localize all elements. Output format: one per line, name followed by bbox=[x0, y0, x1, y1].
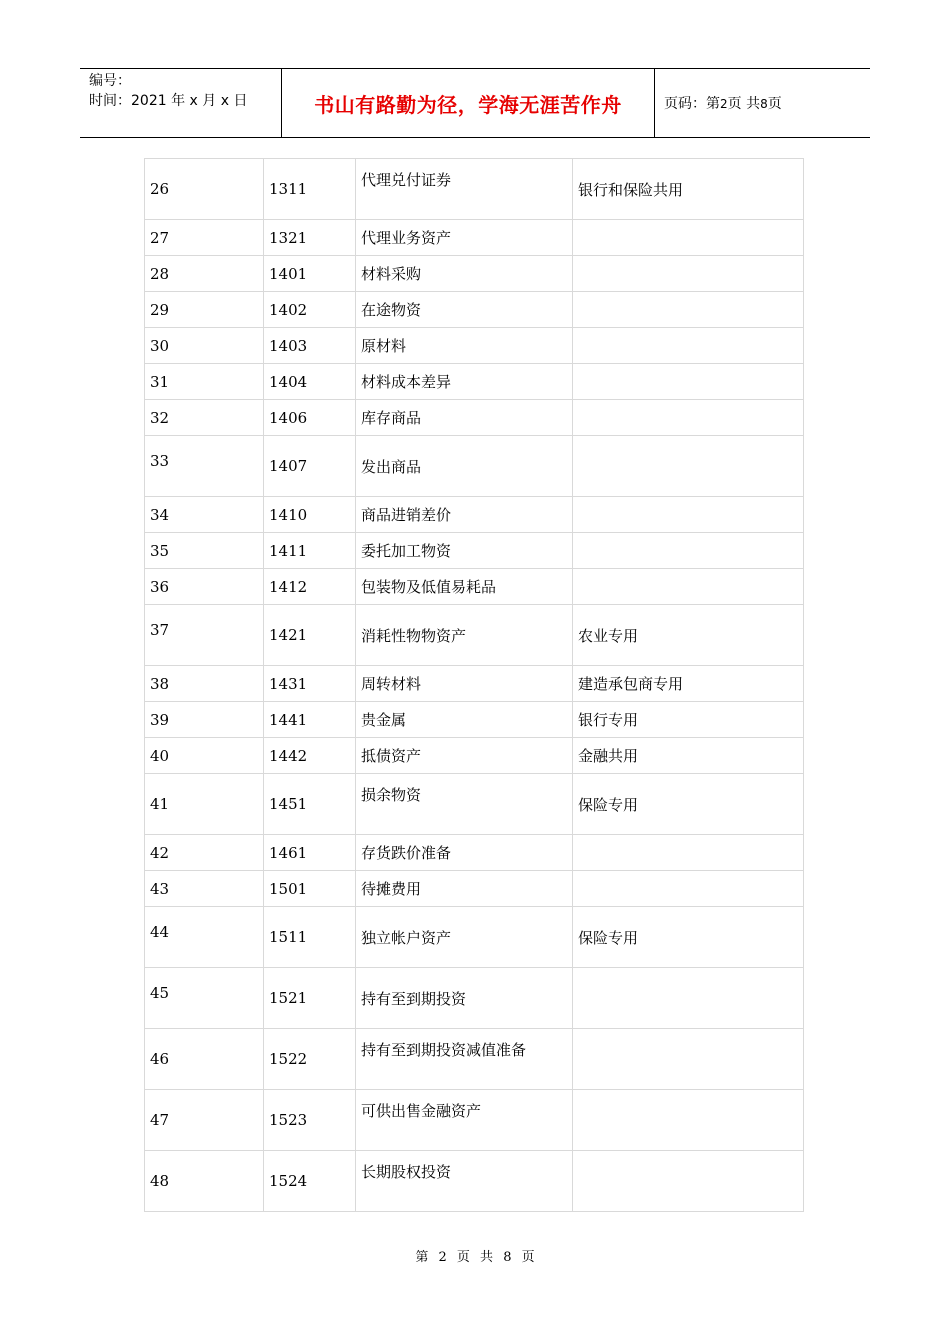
account-name: 材料采购 bbox=[356, 256, 573, 292]
account-note: 银行专用 bbox=[573, 702, 804, 738]
account-note bbox=[573, 1029, 804, 1090]
table-row bbox=[145, 328, 804, 364]
account-name: 消耗性物物资产 bbox=[356, 605, 573, 666]
footer-prefix: 第 bbox=[415, 1250, 429, 1265]
footer-suffix: 页 bbox=[521, 1250, 535, 1265]
account-note bbox=[573, 220, 804, 256]
account-name: 材料成本差异 bbox=[356, 364, 573, 400]
table-row bbox=[145, 1090, 804, 1151]
table-row bbox=[145, 871, 804, 907]
account-code: 1412 bbox=[264, 569, 356, 605]
account-note bbox=[573, 1151, 804, 1212]
account-name: 可供出售金融资产 bbox=[356, 1090, 573, 1151]
account-code: 1524 bbox=[264, 1151, 356, 1212]
account-name: 委托加工物资 bbox=[356, 533, 573, 569]
account-code: 1431 bbox=[264, 666, 356, 702]
account-code: 1404 bbox=[264, 364, 356, 400]
account-name: 持有至到期投资 bbox=[356, 968, 573, 1029]
row-number: 45 bbox=[145, 968, 264, 1029]
number-label: 编号： bbox=[89, 73, 131, 89]
account-name: 周转材料 bbox=[356, 666, 573, 702]
table-row bbox=[145, 292, 804, 328]
account-name: 包装物及低值易耗品 bbox=[356, 569, 573, 605]
page-suffix: 页 bbox=[767, 96, 782, 112]
account-code: 1401 bbox=[264, 256, 356, 292]
account-code: 1451 bbox=[264, 774, 356, 835]
row-number: 44 bbox=[145, 907, 264, 968]
account-code: 1311 bbox=[264, 159, 356, 220]
account-code: 1407 bbox=[264, 436, 356, 497]
account-note: 建造承包商专用 bbox=[573, 666, 804, 702]
table-row bbox=[145, 605, 804, 666]
table-row bbox=[145, 907, 804, 968]
account-note: 银行和保险共用 bbox=[573, 159, 804, 220]
account-note bbox=[573, 835, 804, 871]
row-number: 47 bbox=[145, 1090, 264, 1151]
account-code: 1522 bbox=[264, 1029, 356, 1090]
account-name: 持有至到期投资减值准备 bbox=[356, 1029, 573, 1090]
footer-mid: 页 共 bbox=[456, 1250, 494, 1265]
table-row bbox=[145, 774, 804, 835]
row-number: 41 bbox=[145, 774, 264, 835]
table-row bbox=[145, 497, 804, 533]
account-name: 存货跌价准备 bbox=[356, 835, 573, 871]
account-note bbox=[573, 256, 804, 292]
account-code: 1402 bbox=[264, 292, 356, 328]
row-number: 42 bbox=[145, 835, 264, 871]
account-note bbox=[573, 436, 804, 497]
account-note bbox=[573, 400, 804, 436]
account-note: 保险专用 bbox=[573, 774, 804, 835]
account-name: 贵金属 bbox=[356, 702, 573, 738]
page-mid: 页 共 bbox=[727, 96, 761, 112]
row-number: 43 bbox=[145, 871, 264, 907]
row-number: 39 bbox=[145, 702, 264, 738]
account-name: 损余物资 bbox=[356, 774, 573, 835]
account-note bbox=[573, 497, 804, 533]
table-row bbox=[145, 702, 804, 738]
row-number: 38 bbox=[145, 666, 264, 702]
account-code: 1501 bbox=[264, 871, 356, 907]
account-note bbox=[573, 328, 804, 364]
account-note: 保险专用 bbox=[573, 907, 804, 968]
row-number: 37 bbox=[145, 605, 264, 666]
account-name: 抵债资产 bbox=[356, 738, 573, 774]
account-name: 待摊费用 bbox=[356, 871, 573, 907]
account-code: 1523 bbox=[264, 1090, 356, 1151]
account-name: 代理业务资产 bbox=[356, 220, 573, 256]
table-row bbox=[145, 738, 804, 774]
table-row bbox=[145, 364, 804, 400]
row-number: 35 bbox=[145, 533, 264, 569]
footer-total: 8 bbox=[503, 1250, 512, 1265]
table-row bbox=[145, 400, 804, 436]
row-number: 46 bbox=[145, 1029, 264, 1090]
row-number: 36 bbox=[145, 569, 264, 605]
account-name: 独立帐户资产 bbox=[356, 907, 573, 968]
account-code: 1442 bbox=[264, 738, 356, 774]
account-note bbox=[573, 871, 804, 907]
page-footer bbox=[0, 1246, 950, 1265]
account-note bbox=[573, 533, 804, 569]
account-code: 1461 bbox=[264, 835, 356, 871]
accounts-table bbox=[144, 158, 804, 1212]
account-name: 代理兑付证券 bbox=[356, 159, 573, 220]
row-number: 27 bbox=[145, 220, 264, 256]
row-number: 30 bbox=[145, 328, 264, 364]
account-code: 1403 bbox=[264, 328, 356, 364]
page-current: 2 bbox=[720, 97, 728, 111]
table-row bbox=[145, 436, 804, 497]
row-number: 40 bbox=[145, 738, 264, 774]
account-note: 农业专用 bbox=[573, 605, 804, 666]
page-header bbox=[80, 68, 870, 138]
account-name: 原材料 bbox=[356, 328, 573, 364]
footer-current: 2 bbox=[438, 1250, 447, 1265]
table-row bbox=[145, 835, 804, 871]
row-number: 31 bbox=[145, 364, 264, 400]
header-divider bbox=[654, 69, 655, 137]
row-number: 29 bbox=[145, 292, 264, 328]
account-note: 金融共用 bbox=[573, 738, 804, 774]
account-code: 1410 bbox=[264, 497, 356, 533]
header-meta bbox=[89, 71, 279, 111]
account-note bbox=[573, 968, 804, 1029]
page-prefix: 页码：第 bbox=[664, 96, 720, 112]
row-number: 26 bbox=[145, 159, 264, 220]
row-number: 28 bbox=[145, 256, 264, 292]
account-code: 1421 bbox=[264, 605, 356, 666]
table-row bbox=[145, 569, 804, 605]
account-name: 发出商品 bbox=[356, 436, 573, 497]
account-name: 商品进销差价 bbox=[356, 497, 573, 533]
account-note bbox=[573, 292, 804, 328]
account-code: 1411 bbox=[264, 533, 356, 569]
table-row bbox=[145, 220, 804, 256]
page-total: 8 bbox=[760, 97, 768, 111]
account-note bbox=[573, 569, 804, 605]
account-note bbox=[573, 364, 804, 400]
row-number: 32 bbox=[145, 400, 264, 436]
row-number: 48 bbox=[145, 1151, 264, 1212]
table-row bbox=[145, 968, 804, 1029]
table-row bbox=[145, 533, 804, 569]
account-name: 在途物资 bbox=[356, 292, 573, 328]
account-code: 1521 bbox=[264, 968, 356, 1029]
table-row bbox=[145, 666, 804, 702]
table-row bbox=[145, 1151, 804, 1212]
account-code: 1406 bbox=[264, 400, 356, 436]
account-note bbox=[573, 1090, 804, 1151]
account-code: 1321 bbox=[264, 220, 356, 256]
account-code: 1511 bbox=[264, 907, 356, 968]
account-name: 长期股权投资 bbox=[356, 1151, 573, 1212]
header-motto: 书山有路勤为径，学海无涯苦作舟 bbox=[314, 92, 622, 117]
header-page-info bbox=[664, 93, 782, 113]
account-code: 1441 bbox=[264, 702, 356, 738]
row-number: 34 bbox=[145, 497, 264, 533]
table-row bbox=[145, 1029, 804, 1090]
account-name: 库存商品 bbox=[356, 400, 573, 436]
row-number: 33 bbox=[145, 436, 264, 497]
table-row bbox=[145, 256, 804, 292]
table-row bbox=[145, 159, 804, 220]
time-label: 时间：2021 年 x 月 x 日 bbox=[89, 93, 248, 109]
